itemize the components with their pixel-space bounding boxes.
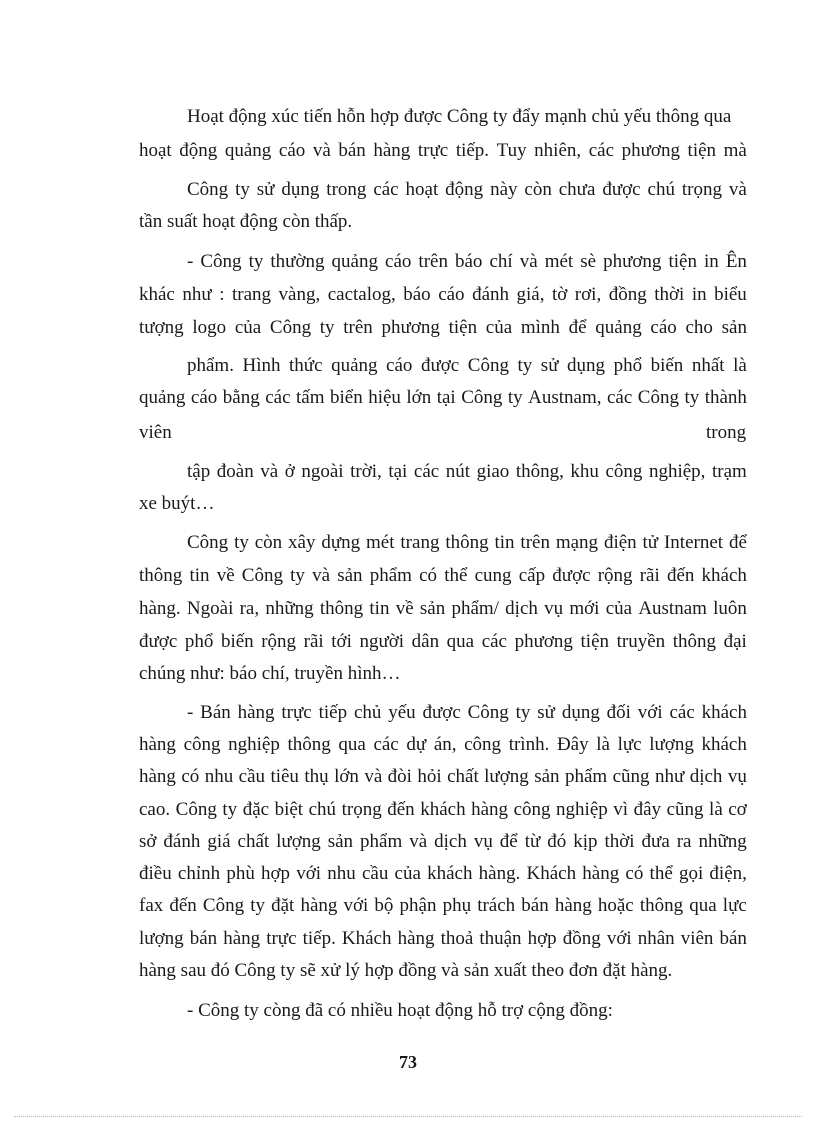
text-line: Công ty còn xây dựng mét trang thông tin trên mạng điện tử Internet để	[187, 532, 747, 553]
text-line: Hoạt động xúc tiến hỗn hợp được Công ty đẩy mạnh chủ yếu thông qua	[187, 106, 732, 127]
text-line: - Bán hàng trực tiếp chủ yếu được Công ty sử dụng đối với các khách	[187, 702, 747, 723]
text-line: tập đoàn và ở ngoài trời, tại các nút giao thông, khu công nghiệp, trạm	[187, 461, 747, 482]
text-line: cao. Công ty đặc biệt chú trọng đến khách hàng công nghiệp vì đây cũng là cơ	[139, 799, 747, 820]
text-line: hàng có nhu cầu tiêu thụ lớn và đòi hỏi chất lượng sản phẩm cũng như dịch vụ	[139, 766, 747, 787]
text-line: sở đánh giá chất lượng sản phẩm và dịch vụ để từ đó kịp thời đưa ra những	[139, 831, 747, 852]
page-bottom-rule	[14, 1116, 802, 1117]
text-line: - Công ty còng đã có nhiều hoạt động hỗ trợ cộng đồng:	[187, 1000, 613, 1021]
text-line: - Công ty thường quảng cáo trên báo chí và mét sè phương tiện in Ên	[187, 251, 747, 272]
text-line: được phổ biến rộng rãi tới người dân qua các phương tiện truyền thông đại	[139, 631, 747, 652]
page-number: 73	[399, 1052, 417, 1072]
text-line: hàng. Ngoài ra, những thông tin về sản phẩm/ dịch vụ mới của Austnam luôn	[139, 598, 747, 619]
text-line: tần suất hoạt động còn thấp.	[139, 211, 353, 232]
text-line: khác như : trang vàng, cactalog, báo cáo đánh giá, tờ rơi, đồng thời in biểu	[139, 284, 747, 305]
text-line: hàng công nghiệp thông qua các dự án, công trình. Đây là lực lượng khách	[139, 734, 747, 755]
text-line: xe buýt…	[139, 493, 215, 514]
text-line: hoạt động quảng cáo và bán hàng trực tiếp. Tuy nhiên, các phương tiện mà	[139, 140, 747, 161]
text-line: trong	[706, 422, 747, 443]
text-line: Công ty sử dụng trong các hoạt động này còn chưa được chú trọng và	[187, 179, 747, 200]
text-line: chúng như: báo chí, truyền hình…	[139, 663, 401, 684]
text-line: tượng logo của Công ty trên phương tiện của mình để quảng cáo cho sản	[139, 317, 747, 338]
text-line: hàng sau đó Công ty sẽ xử lý hợp đồng và sản xuất theo đơn đặt hàng.	[139, 960, 673, 981]
text-line: viên	[139, 422, 172, 443]
text-line: phẩm. Hình thức quảng cáo được Công ty sử dụng phổ biến nhất là	[187, 355, 747, 376]
text-line: quảng cáo bằng các tấm biển hiệu lớn tại Công ty Austnam, các Công ty thành	[139, 387, 747, 408]
text-line: thông tin về Công ty và sản phẩm có thể cung cấp được rộng rãi đến khách	[139, 565, 747, 586]
text-line: điều chỉnh phù hợp với nhu cầu của khách hàng. Khách hàng có thể gọi điện,	[139, 863, 747, 884]
text-line: fax đến Công ty đặt hàng với bộ phận phụ trách bán hàng hoặc thông qua lực	[139, 895, 747, 916]
text-line: lượng bán hàng trực tiếp. Khách hàng thoả thuận hợp đồng với nhân viên bán	[139, 928, 747, 949]
